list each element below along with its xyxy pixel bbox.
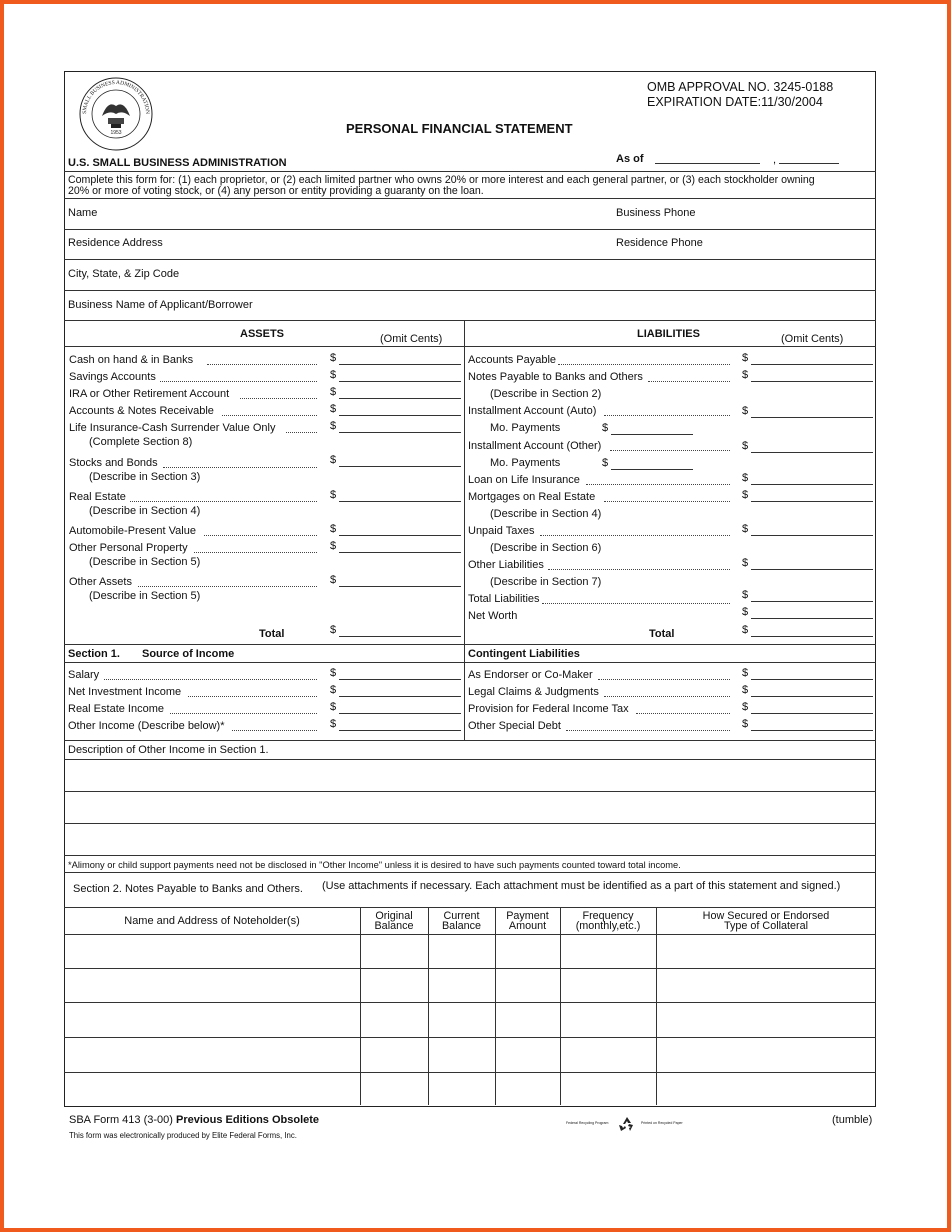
table-row[interactable] bbox=[64, 968, 876, 969]
city-state-zip-field[interactable] bbox=[64, 290, 876, 291]
leader-dots bbox=[207, 364, 317, 365]
recycle-icon bbox=[618, 1116, 636, 1132]
asset-other-assets-field[interactable] bbox=[339, 586, 461, 587]
leader-dots bbox=[240, 398, 317, 399]
liab-notes-payable-label: Notes Payable to Banks and Others bbox=[468, 371, 643, 383]
leader-dots bbox=[648, 381, 730, 382]
other-income-description-label: Description of Other Income in Section 1. bbox=[68, 744, 269, 756]
contingent-legal-field[interactable] bbox=[751, 696, 873, 697]
asset-real-estate-label: Real Estate bbox=[69, 491, 126, 503]
income-other-field[interactable] bbox=[339, 730, 461, 731]
liab-total-liabilities-label: Total Liabilities bbox=[468, 593, 540, 605]
residence-address-label: Residence Address bbox=[68, 237, 163, 249]
business-name-label: Business Name of Applicant/Borrower bbox=[68, 299, 253, 311]
dollar-sign: $ bbox=[330, 523, 337, 535]
leader-dots bbox=[542, 603, 730, 604]
leader-dots bbox=[170, 713, 317, 714]
recycled-paper-text: Printed on Recycled Paper bbox=[641, 1121, 683, 1125]
expiration-date: EXPIRATION DATE:11/30/2004 bbox=[647, 95, 823, 109]
contingent-provision-label: Provision for Federal Income Tax bbox=[468, 703, 629, 715]
city-state-zip-label: City, State, & Zip Code bbox=[68, 268, 180, 280]
leader-dots bbox=[566, 730, 730, 731]
liabilities-total-label: Total bbox=[649, 628, 675, 640]
liabilities-total-field[interactable] bbox=[751, 636, 873, 637]
liab-installment-auto-field[interactable] bbox=[751, 417, 873, 418]
asset-savings-label: Savings Accounts bbox=[69, 371, 156, 383]
liab-total-liabilities-field[interactable] bbox=[751, 601, 873, 602]
leader-dots bbox=[163, 467, 317, 468]
recycling-program-text: Federal Recycling Program bbox=[566, 1121, 609, 1125]
leader-dots bbox=[540, 535, 730, 536]
liab-installment-other-label: Installment Account (Other) bbox=[468, 440, 602, 452]
table-row[interactable] bbox=[64, 1037, 876, 1038]
produced-by: This form was electronically produced by Elite Federal Forms, Inc. bbox=[69, 1131, 297, 1140]
income-net-investment-label: Net Investment Income bbox=[68, 686, 182, 698]
asset-life-insurance-label: Life Insurance-Cash Surrender Value Only bbox=[69, 422, 276, 434]
dollar-sign: $ bbox=[330, 403, 337, 415]
svg-text:1953: 1953 bbox=[110, 130, 122, 136]
residence-address-field[interactable] bbox=[64, 259, 876, 260]
liab-unpaid-note: (Describe in Section 6) bbox=[490, 542, 602, 554]
dollar-sign: $ bbox=[330, 718, 337, 730]
leader-dots bbox=[286, 432, 317, 433]
dollar-sign: $ bbox=[742, 369, 749, 381]
liab-other-label: Other Liabilities bbox=[468, 559, 544, 571]
alimony-footnote: *Alimony or child support payments need not be disclosed in "Other Income" unless it is desired to have such payments counted toward total income. bbox=[68, 860, 681, 870]
divider bbox=[64, 740, 876, 741]
form-border bbox=[64, 71, 876, 1107]
assets-heading: ASSETS bbox=[240, 328, 285, 340]
contingent-title: Contingent Liabilities bbox=[468, 648, 580, 660]
asset-stocks-note: (Describe in Section 3) bbox=[89, 471, 201, 483]
liab-accounts-payable-label: Accounts Payable bbox=[468, 354, 557, 366]
leader-dots bbox=[610, 450, 730, 451]
asset-stocks-field[interactable] bbox=[339, 466, 461, 467]
col-divider bbox=[495, 907, 496, 1105]
asset-cash-field[interactable] bbox=[339, 364, 461, 365]
divider bbox=[64, 171, 876, 172]
leader-dots bbox=[548, 569, 730, 570]
svg-text:SMALL BUSINESS ADMINISTRATION: SMALL BUSINESS ADMINISTRATION bbox=[81, 79, 151, 115]
liab-unpaid-taxes-field[interactable] bbox=[751, 535, 873, 536]
liab-unpaid-taxes-label: Unpaid Taxes bbox=[468, 525, 535, 537]
asset-real-estate-note: (Describe in Section 4) bbox=[89, 505, 201, 517]
asset-other-personal-note: (Describe in Section 5) bbox=[89, 556, 201, 568]
dollar-sign: $ bbox=[330, 386, 337, 398]
dollar-sign: $ bbox=[742, 405, 749, 417]
col-divider bbox=[560, 907, 561, 1105]
liab-notes-note: (Describe in Section 2) bbox=[490, 388, 602, 400]
dollar-sign: $ bbox=[330, 684, 337, 696]
col-header-original-2: Balance bbox=[374, 920, 414, 932]
dollar-sign: $ bbox=[330, 667, 337, 679]
liab-installment-other-field[interactable] bbox=[751, 452, 873, 453]
as-of-year-field[interactable] bbox=[779, 163, 839, 164]
mo-payments-other-label: Mo. Payments bbox=[490, 457, 561, 469]
liab-loan-life-label: Loan on Life Insurance bbox=[468, 474, 580, 486]
divider bbox=[64, 662, 876, 663]
section2-title: Section 2. Notes Payable to Banks and Others. bbox=[73, 883, 303, 895]
leader-dots bbox=[130, 501, 317, 502]
asset-other-personal-field[interactable] bbox=[339, 552, 461, 553]
liab-mortgages-note: (Describe in Section 4) bbox=[490, 508, 602, 520]
col-header-frequency: Frequency bbox=[582, 910, 634, 922]
leader-dots bbox=[104, 679, 317, 680]
asset-other-assets-label: Other Assets bbox=[69, 576, 132, 588]
dollar-sign: $ bbox=[330, 574, 337, 586]
asset-other-personal-label: Other Personal Property bbox=[69, 542, 188, 554]
dollar-sign: $ bbox=[330, 624, 337, 636]
asset-life-insurance-field[interactable] bbox=[339, 432, 461, 433]
dollar-sign: $ bbox=[330, 420, 337, 432]
col-divider bbox=[360, 907, 361, 1105]
liab-other-field[interactable] bbox=[751, 569, 873, 570]
as-of-date-field[interactable] bbox=[655, 163, 760, 164]
description-line-1[interactable] bbox=[64, 759, 876, 760]
leader-dots bbox=[636, 713, 730, 714]
asset-automobile-label: Automobile-Present Value bbox=[69, 525, 196, 537]
instructions-line2: 20% or more of voting stock, or (4) any person or entity providing a guaranty on the loan. bbox=[68, 185, 484, 197]
residence-phone-label: Residence Phone bbox=[616, 237, 703, 249]
divider bbox=[64, 907, 876, 908]
form-number bbox=[69, 1114, 319, 1126]
business-phone-label: Business Phone bbox=[616, 207, 696, 219]
section1-label: Section 1. bbox=[68, 648, 120, 660]
contingent-legal-label: Legal Claims & Judgments bbox=[468, 686, 599, 698]
col-divider bbox=[428, 907, 429, 1105]
business-name-field[interactable] bbox=[64, 320, 876, 321]
mo-payments-auto-label: Mo. Payments bbox=[490, 422, 561, 434]
liab-mortgages-label: Mortgages on Real Estate bbox=[468, 491, 596, 503]
mo-payments-auto-field[interactable] bbox=[611, 434, 693, 435]
income-real-estate-label: Real Estate Income bbox=[68, 703, 164, 715]
income-salary-field[interactable] bbox=[339, 679, 461, 680]
name-field[interactable] bbox=[64, 229, 876, 230]
asset-receivable-label: Accounts & Notes Receivable bbox=[69, 405, 214, 417]
dollar-sign: $ bbox=[330, 454, 337, 466]
dollar-sign: $ bbox=[742, 624, 749, 636]
contingent-other-debt-field[interactable] bbox=[751, 730, 873, 731]
assets-total-label: Total bbox=[259, 628, 285, 640]
obsolete-notice: Previous Editions Obsolete bbox=[176, 1114, 320, 1126]
instructions-line1: Complete this form for: (1) each proprietor, or (2) each limited partner who owns 20% or more interest and each general partner, or (3) each stockholder owning bbox=[68, 174, 815, 186]
dollar-sign: $ bbox=[602, 457, 609, 469]
as-of-comma: , bbox=[773, 154, 777, 166]
mo-payments-other-field[interactable] bbox=[611, 469, 693, 470]
contingent-provision-field[interactable] bbox=[751, 713, 873, 714]
leader-dots bbox=[222, 415, 317, 416]
dollar-sign: $ bbox=[742, 352, 749, 364]
asset-other-assets-note: (Describe in Section 5) bbox=[89, 590, 201, 602]
dollar-sign: $ bbox=[742, 667, 749, 679]
dollar-sign: $ bbox=[742, 523, 749, 535]
leader-dots bbox=[604, 415, 730, 416]
col-header-secured-2: Type of Collateral bbox=[723, 920, 809, 932]
dollar-sign: $ bbox=[602, 422, 609, 434]
dollar-sign: $ bbox=[742, 472, 749, 484]
table-row[interactable] bbox=[64, 1002, 876, 1003]
liabilities-heading: LIABILITIES bbox=[637, 328, 700, 340]
table-row bbox=[64, 934, 876, 935]
leader-dots bbox=[604, 696, 730, 697]
divider bbox=[64, 346, 876, 347]
description-line-2[interactable] bbox=[64, 791, 876, 792]
liabilities-omit-cents: (Omit Cents) bbox=[781, 333, 844, 345]
asset-ira-label: IRA or Other Retirement Account bbox=[69, 388, 230, 400]
asset-ira-field[interactable] bbox=[339, 398, 461, 399]
leader-dots bbox=[558, 364, 730, 365]
dollar-sign: $ bbox=[330, 369, 337, 381]
leader-dots bbox=[160, 381, 317, 382]
asset-automobile-field[interactable] bbox=[339, 535, 461, 536]
agency-name: U.S. SMALL BUSINESS ADMINISTRATION bbox=[68, 157, 287, 169]
liab-loan-life-field[interactable] bbox=[751, 484, 873, 485]
leader-dots bbox=[188, 696, 317, 697]
col-header-payment: Payment bbox=[506, 910, 549, 922]
asset-life-insurance-note: (Complete Section 8) bbox=[89, 436, 193, 448]
divider bbox=[64, 644, 876, 645]
dollar-sign: $ bbox=[742, 489, 749, 501]
dollar-sign: $ bbox=[330, 489, 337, 501]
description-line-4[interactable] bbox=[64, 855, 876, 856]
divider bbox=[64, 198, 876, 199]
dollar-sign: $ bbox=[742, 557, 749, 569]
dollar-sign: $ bbox=[742, 684, 749, 696]
as-of-label: As of bbox=[616, 153, 644, 165]
liab-net-worth-label: Net Worth bbox=[468, 610, 518, 622]
col-header-payment-2: Amount bbox=[508, 920, 547, 932]
income-salary-label: Salary bbox=[68, 669, 100, 681]
contingent-endorser-field[interactable] bbox=[751, 679, 873, 680]
divider bbox=[64, 872, 876, 873]
dollar-sign: $ bbox=[330, 540, 337, 552]
leader-dots bbox=[604, 501, 730, 502]
leader-dots bbox=[232, 730, 317, 731]
liab-accounts-payable-field[interactable] bbox=[751, 364, 873, 365]
income-net-investment-field[interactable] bbox=[339, 696, 461, 697]
liab-installment-auto-label: Installment Account (Auto) bbox=[468, 405, 597, 417]
name-label: Name bbox=[68, 207, 98, 219]
section2-note: (Use attachments if necessary. Each attachment must be identified as a part of this statement and signed.) bbox=[322, 880, 841, 892]
dollar-sign: $ bbox=[742, 440, 749, 452]
col-header-current-2: Balance bbox=[441, 920, 482, 932]
dollar-sign: $ bbox=[330, 352, 337, 364]
leader-dots bbox=[598, 679, 730, 680]
contingent-endorser-label: As Endorser or Co-Maker bbox=[468, 669, 593, 681]
leader-dots bbox=[586, 484, 730, 485]
description-line-3[interactable] bbox=[64, 823, 876, 824]
col-divider bbox=[656, 907, 657, 1105]
liab-other-note: (Describe in Section 7) bbox=[490, 576, 602, 588]
col-header-current: Current bbox=[443, 910, 480, 922]
liab-notes-payable-field[interactable] bbox=[751, 381, 873, 382]
tumble-label: (tumble) bbox=[832, 1114, 873, 1126]
dollar-sign: $ bbox=[330, 701, 337, 713]
leader-dots bbox=[138, 586, 317, 587]
income-real-estate-field[interactable] bbox=[339, 713, 461, 714]
column-divider bbox=[464, 320, 465, 740]
section1-title: Source of Income bbox=[142, 648, 235, 660]
leader-dots bbox=[194, 552, 317, 553]
dollar-sign: $ bbox=[742, 701, 749, 713]
income-other-label: Other Income (Describe below)* bbox=[68, 720, 225, 732]
liab-net-worth-field[interactable] bbox=[751, 618, 873, 619]
col-header-original: Original bbox=[375, 910, 413, 922]
assets-omit-cents: (Omit Cents) bbox=[380, 333, 443, 345]
dollar-sign: $ bbox=[742, 589, 749, 601]
col-header-frequency-2: (monthly,etc.) bbox=[575, 920, 641, 932]
form-number-text: SBA Form 413 (3-00) bbox=[69, 1114, 173, 1126]
contingent-other-debt-label: Other Special Debt bbox=[468, 720, 561, 732]
omb-approval: OMB APPROVAL NO. 3245-0188 bbox=[647, 80, 834, 94]
asset-real-estate-field[interactable] bbox=[339, 501, 461, 502]
col-header-secured: How Secured or Endorsed bbox=[702, 910, 830, 922]
table-row[interactable] bbox=[64, 1072, 876, 1073]
liab-mortgages-field[interactable] bbox=[751, 501, 873, 502]
asset-stocks-label: Stocks and Bonds bbox=[69, 457, 158, 469]
form-title: PERSONAL FINANCIAL STATEMENT bbox=[346, 121, 573, 136]
assets-total-field[interactable] bbox=[339, 636, 461, 637]
asset-receivable-field[interactable] bbox=[339, 415, 461, 416]
leader-dots bbox=[204, 535, 317, 536]
asset-cash-label: Cash on hand & in Banks bbox=[69, 354, 194, 366]
col-header-noteholder: Name and Address of Noteholder(s) bbox=[124, 915, 300, 927]
dollar-sign: $ bbox=[742, 718, 749, 730]
dollar-sign: $ bbox=[742, 606, 749, 618]
asset-savings-field[interactable] bbox=[339, 381, 461, 382]
